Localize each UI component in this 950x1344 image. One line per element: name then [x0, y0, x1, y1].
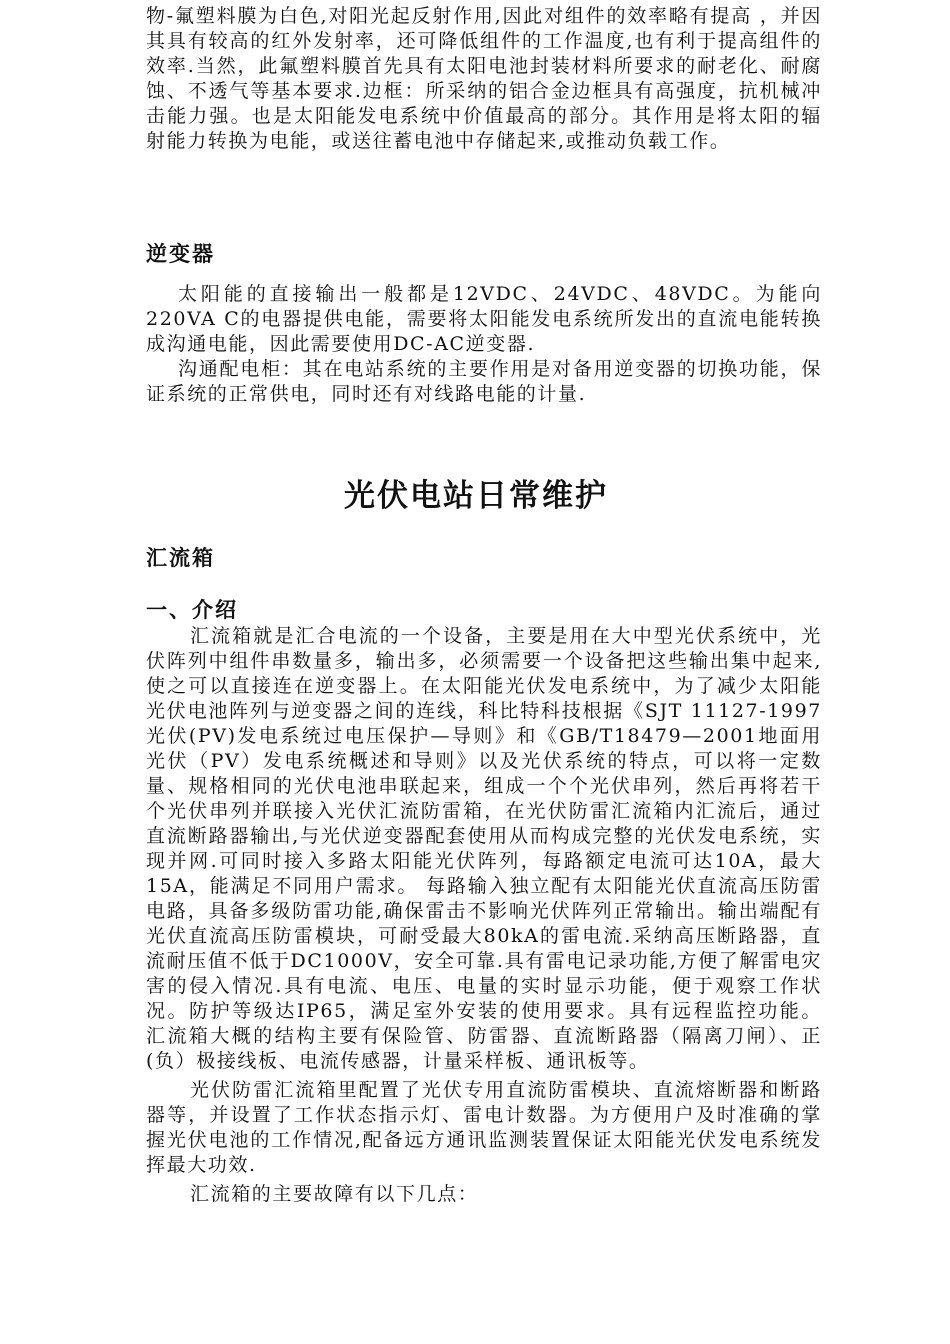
combiner-heading: 汇流箱	[146, 546, 215, 570]
combiner-paragraph-3: 汇流箱的主要故障有以下几点：	[190, 1183, 479, 1205]
inverter-heading: 逆变器	[146, 242, 215, 266]
combiner-paragraph-1: 汇流箱就是汇合电流的一个设备，主要是用在大中型光伏系统中，光伏阵列中组件串数量多，输出多，必须需要一个设备把这些输出集中起来,使之可以直接连在逆变器上。在太阳能光伏发电系统中，为了减少太阳能光伏电池阵列与逆变器之间的连线，科比特科技根据《SJT 11127-1997 光伏(PV)发电系统过电压保护—导则》和《GB/T18479—2001地面用光伏（PV）发电系统概述和导则》以及光伏系统的特点，可以将一定数量、规格相同的光伏电池串联起来，组成一个个光伏串列，然后再将若干个光伏串列并联接入光伏汇流防雷箱，在光伏防雷汇流箱内汇流后，通过直流断路器输出,与光伏逆变器配套使用从而构成完整的光伏发电系统，实现并网.可同时接入多路太阳能光伏阵列，每路额定电流可达10A，最大15A，能满足不同用户需求。 每路输入独立配有太阳能光伏直流高压防雷电路，具备多级防雷功能,确保雷击不影响光伏阵列正常输出。输出端配有光伏直流高压防雷模块，可耐受最大80kA的雷电流.采纳高压断路器，直流耐压值不低于DC1000V，安全可靠.具有雷电记录功能,方便了解雷电灾害的侵入情况.具有电流、电压、电量的实时显示功能，便于观察工作状况。防护等级达IP65，满足室外安装的使用要求。具有远程监控功能。 汇流箱大概的结构主要有保险管、防雷器、直流断路器（隔离刀闸）、正(负）极接线板、电流传感器，计量采样板、通讯板等。	[146, 625, 822, 1072]
combiner-section	[146, 624, 822, 1207]
intro-heading: 一、介绍	[146, 598, 238, 622]
top-paragraph: 物-氟塑料膜为白色,对阳光起反射作用,因此对组件的效率略有提高 ，并因其具有较高的红外发射率，还可降低组件的工作温度,也有利于提高组件的效率.当然，此氟塑料膜首先具有太阳电池封装材料所要求的耐老化、耐腐蚀、不透气等基本要求.边框：所采纳的铝合金边框具有高强度，抗机械冲击能力强。也是太阳能发电系统中价值最高的部分。其作用是将太阳的辐射能力转换为电能，或送往蓄电池中存储起来,或推动负载工作。	[146, 5, 822, 152]
inverter-paragraph-1: 太阳能的直接输出一般都是12VDC、24VDC、48VDC。为能向220VA C的电器提供电能，需要将太阳能发电系统所发出的直流电能转换成沟通电能，因此需要使用DC-AC逆变器.	[146, 283, 822, 355]
main-title: 光伏电站日常维护	[344, 478, 608, 514]
combiner-paragraph-2: 光伏防雷汇流箱里配置了光伏专用直流防雷模块、直流熔断器和断路器等，并设置了工作状态指示灯、雷电计数器。为方便用户及时准确的掌握光伏电池的工作情况,配备远方通讯监测装置保证太阳能光伏发电系统发挥最大功效.	[146, 1079, 822, 1176]
inverter-section	[146, 282, 822, 407]
inverter-paragraph-2: 沟通配电柜：其在电站系统的主要作用是对备用逆变器的切换功能，保证系统的正常供电，同时还有对线路电能的计量.	[146, 358, 822, 405]
